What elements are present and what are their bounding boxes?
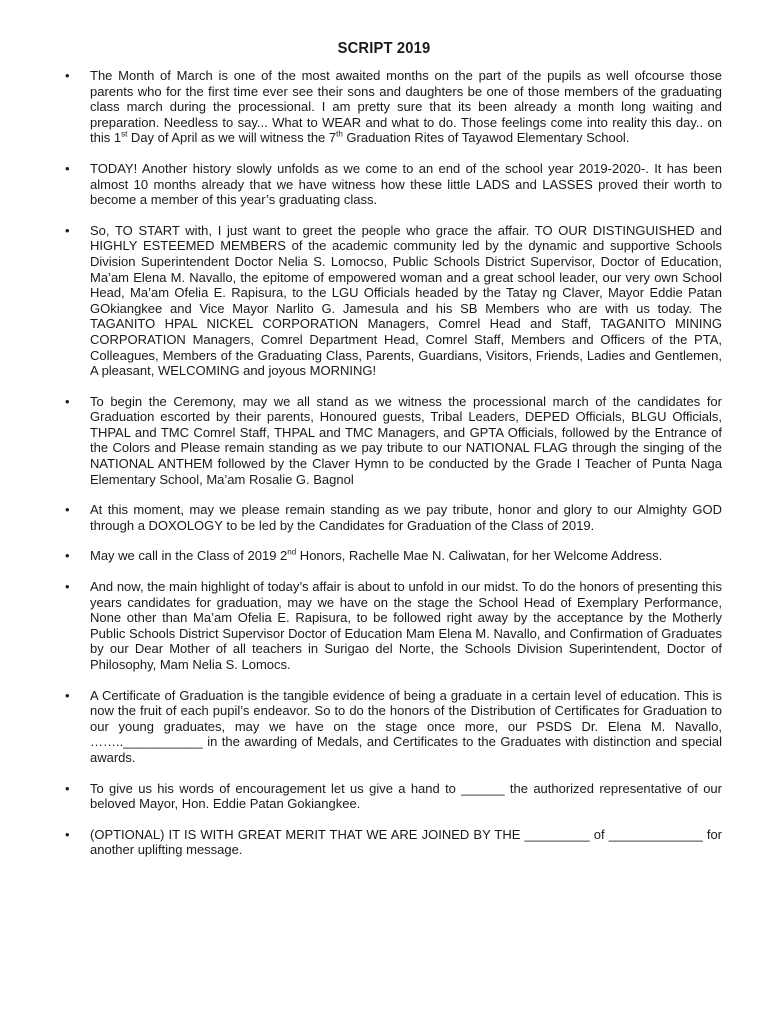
paragraph: The Month of March is one of the most awaited months on the part of the pupils as well ofcourse those parents who for the first time ever see their sons and daughters be one of those members of the graduating class march during the processional. I am pretty sure that its been already a month long waiting and preparation. Needless to say... What to WEAR and what to do. Those feelings come into reality this day.. on this 1st Day of April as we will witness the 7th Graduation Rites of Tayawod Elementary School. <box>90 68 722 146</box>
paragraph: So, TO START with, I just want to greet the people who grace the affair. TO OUR DISTINGUISHED and HIGHLY ESTEEMED MEMBERS of the academic community led by the dynamic and supportive Schools Division Superintendent Doctor Nelia S. Lomocso, Public Schools District Supervisor, Doctor of Education, Ma’am Elena M. Navallo, the epitome of empowered woman and a great school leader, our very own School Head, Ma’am Ofelia E. Rapisura, to the LGU Officials headed by the Tatay ng Claver, Mayor Eddie Patan GOkiangkee and Vice Mayor Narlito G. Jamesula and his SB Members who are with us today. The TAGANITO HPAL NICKEL CORPORATION Managers, Comrel Head and Staff, TAGANITO MINING CORPORATION Managers, Comrel Department Head, Comrel Staff, Members and Officers of the PTA, Colleagues, Members of the Graduating Class, Parents, Guardians, Visitors, Friends, Ladies and Gentlemen, A pleasant, WELCOMING and joyous MORNING! <box>90 222 722 379</box>
bullet-icon: • <box>65 222 70 238</box>
script-list <box>0 68 768 873</box>
paragraph: And now, the main highlight of today’s affair is about to unfold in our midst. To do the honors of presenting this years candidates for graduation, may we have on the stage the School Head of Exemplary Performance, None other than Ma’am Ofelia E. Rapisura, to be followed right away by the acceptance by the Motherly Public Schools District Supervisor Doctor of Education Mam Elena M. Navallo, and Confirmation of Graduates by our Dear Mother of all teachers in Surigao del Norte, the Schools Division Superintendent, Doctor of Philosophy, Mam Nelia S. Lomocs. <box>90 579 722 672</box>
bullet-icon: • <box>65 548 70 564</box>
list-item <box>65 687 722 766</box>
list-item <box>65 222 722 379</box>
list-item <box>65 826 722 858</box>
paragraph: To begin the Ceremony, may we all stand as we witness the processional march of the candidates for Graduation escorted by their parents, Honoured guests, Tribal Leaders, DEPED Officials, BLGU Officials, THPAL and TMC Comrel Staff, THPAL and TMC Managers, and GPTA Officials, followed by the Entrance of the Colors and Please remain standing as we pay tribute to our NATIONAL FLAG through the singing of the NATIONAL ANTHEM followed by the Claver Hymn to be conducted by the Grade I Teacher of Punta Naga Elementary School, Ma’am Rosalie G. Bagnol <box>90 393 722 487</box>
list-item <box>65 780 722 812</box>
page-title: SCRIPT 2019 <box>337 40 431 57</box>
paragraph: TODAY! Another history slowly unfolds as we come to an end of the school year 2019-2020-. It has been almost 10 months already that we have witness how these little LADS and LASSES proved their worth to become a member of this year’s graduating class. <box>90 160 722 208</box>
bullet-icon: • <box>65 393 70 409</box>
paragraph: May we call in the Class of 2019 2nd Honors, Rachelle Mae N. Caliwatan, for her Welcome Address. <box>90 548 663 564</box>
list-item <box>65 160 722 208</box>
bullet-icon: • <box>65 780 70 796</box>
bullet-icon: • <box>65 579 70 595</box>
list-item <box>65 393 722 488</box>
paragraph: At this moment, may we please remain standing as we pay tribute, honor and glory to our Almighty GOD through a DOXOLOGY to be led by the Candidates for Graduation of the Class of 2019. <box>90 502 722 533</box>
bullet-icon: • <box>65 502 70 518</box>
paragraph: (OPTIONAL) IT IS WITH GREAT MERIT THAT WE ARE JOINED BY THE _________ of _____________ for another uplifting message. <box>90 826 722 858</box>
list-item <box>65 548 722 564</box>
list-item <box>65 502 722 533</box>
paragraph: To give us his words of encouragement let us give a hand to ______ the authorized representative of our beloved Mayor, Hon. Eddie Patan Gokiangkee. <box>90 780 722 812</box>
bullet-icon: • <box>65 687 70 703</box>
list-item <box>65 579 722 673</box>
bullet-icon: • <box>65 826 70 842</box>
paragraph: A Certificate of Graduation is the tangible evidence of being a graduate in a certain level of education. This is now the fruit of each pupil’s endeavor. So to do the honors of the Distribution of Certificates for Graduation to our young graduates, may we have on the stage once more, our PSDS Dr. Elena M. Navallo, ……..___________ in the awarding of Medals, and Certificates to the Graduates with distinction and special awards. <box>90 687 722 765</box>
bullet-icon: • <box>65 68 70 83</box>
list-item <box>65 68 722 146</box>
bullet-icon: • <box>65 160 70 176</box>
